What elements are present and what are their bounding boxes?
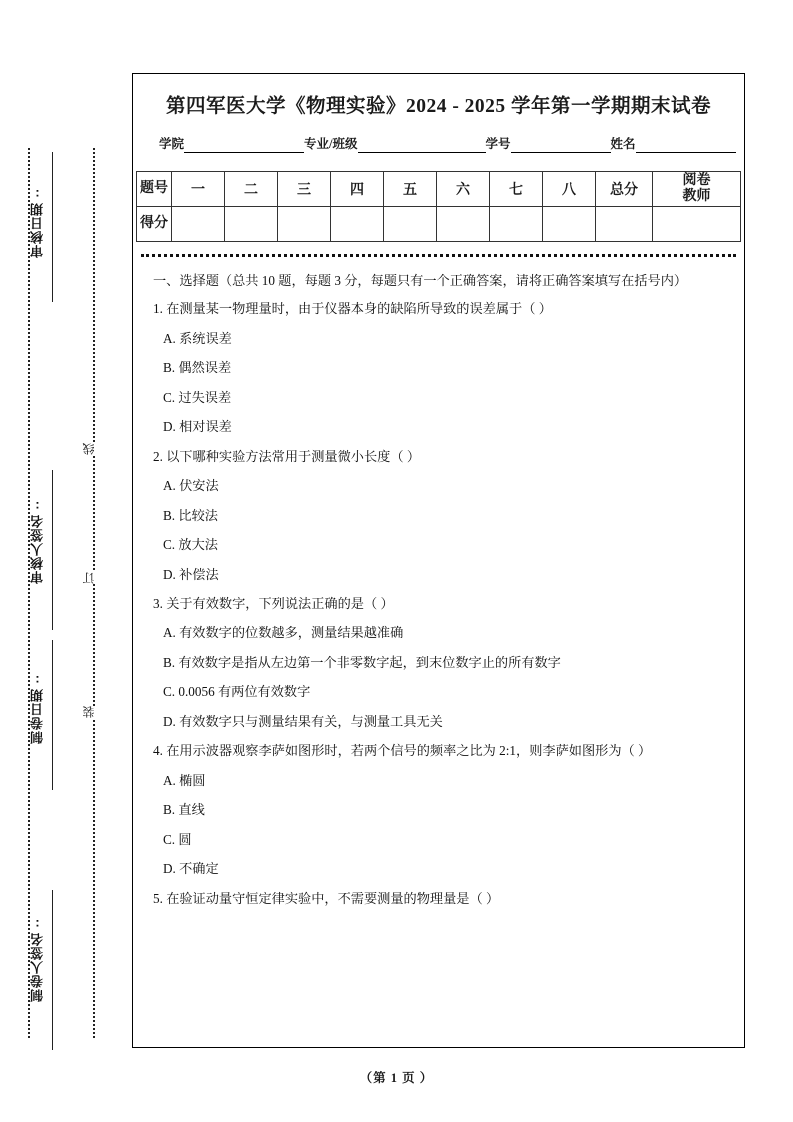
col-header-7: 七 bbox=[490, 172, 543, 207]
score-cell-total[interactable] bbox=[596, 207, 653, 242]
col-header-grader-line2: 教师 bbox=[682, 189, 711, 204]
question-4-number: 4. bbox=[153, 743, 163, 759]
student-info-row bbox=[159, 134, 726, 153]
col-header-4: 四 bbox=[331, 172, 384, 207]
question-1-option-a[interactable] bbox=[163, 329, 724, 349]
question-3-option-b[interactable] bbox=[163, 653, 724, 673]
question-4-option-d-text: 不确定 bbox=[179, 861, 219, 877]
score-cell-4[interactable] bbox=[331, 207, 384, 242]
question-1-stem: 在测量某一物理量时，由于仪器本身的缺陷所导致的误差属于（ ） bbox=[166, 301, 552, 317]
binding-mark-xian: 线 bbox=[80, 443, 108, 455]
question-4-option-d[interactable] bbox=[163, 859, 724, 879]
field-label-student-id: 学号 bbox=[485, 137, 511, 151]
outer-dotted-margin-line bbox=[28, 148, 30, 1038]
question-2-option-a-key: A. bbox=[163, 478, 176, 494]
question-4-option-b[interactable] bbox=[163, 800, 724, 820]
col-header-grader-line1: 阅卷 bbox=[682, 173, 711, 189]
question-4-option-c-key: C. bbox=[163, 831, 176, 847]
question-3-option-a-text: 有效数字的位数越多，测量结果越准确 bbox=[179, 625, 404, 641]
question-5-number: 5. bbox=[153, 890, 163, 906]
question-4-option-c-text: 圆 bbox=[178, 831, 192, 847]
question-2-option-b-text: 比较法 bbox=[178, 507, 218, 523]
question-3-option-c[interactable] bbox=[163, 682, 724, 702]
score-cell-7[interactable] bbox=[490, 207, 543, 242]
question-2-option-c[interactable] bbox=[163, 535, 724, 555]
question-2-stem: 以下哪种实验方法常用于测量微小长度（ ） bbox=[166, 448, 421, 464]
question-2-option-c-key: C. bbox=[163, 537, 176, 553]
maker-date-label: 制卷日期: bbox=[30, 672, 45, 744]
page-title: 第四军医大学《物理实验》2024 - 2025 学年第一学期期末试卷 bbox=[165, 96, 712, 117]
question-3-option-c-text: 0.0056 有两位有效数字 bbox=[178, 684, 311, 700]
score-cell-6[interactable] bbox=[437, 207, 490, 242]
question-4-option-b-key: B. bbox=[163, 802, 176, 818]
col-header-8: 八 bbox=[543, 172, 596, 207]
score-cell-5[interactable] bbox=[384, 207, 437, 242]
question-4-option-a-text: 椭圆 bbox=[179, 772, 206, 788]
question-2-option-b-key: B. bbox=[163, 507, 176, 523]
question-2-number: 2. bbox=[153, 448, 163, 464]
question-2-option-a[interactable] bbox=[163, 476, 724, 496]
score-cell-3[interactable] bbox=[278, 207, 331, 242]
question-4-option-a[interactable] bbox=[163, 771, 724, 791]
section-heading-choice: 一、选择题（总共 10 题，每题 3 分，每题只有一个正确答案，请将正确答案填写在括号内） bbox=[153, 273, 688, 288]
question-1-option-b[interactable] bbox=[163, 358, 724, 378]
question-1-option-c-text: 过失误差 bbox=[178, 389, 232, 405]
question-3-stem: 关于有效数字，下列说法正确的是（ ） bbox=[166, 595, 394, 611]
binding-mark-ding: 订 bbox=[80, 572, 108, 584]
maker-date-rule bbox=[52, 640, 53, 790]
table-row-question-numbers bbox=[137, 172, 741, 207]
review-date-label: 审核日期: bbox=[30, 186, 45, 258]
question-5-stem: 在验证动量守恒定律实验中，不需要测量的物理量是（ ） bbox=[166, 890, 500, 906]
question-1-option-a-text: 系统误差 bbox=[179, 330, 232, 346]
maker-sign-label: 制卷人签名: bbox=[30, 916, 45, 1002]
score-cell-1[interactable] bbox=[172, 207, 225, 242]
question-3-option-a[interactable] bbox=[163, 623, 724, 643]
question-4-option-d-key: D. bbox=[163, 861, 176, 877]
question-3-text bbox=[153, 594, 724, 614]
inner-dotted-binding-line bbox=[93, 148, 95, 1038]
reviewer-sign-label: 审核人签名: bbox=[30, 498, 45, 584]
score-cell-8[interactable] bbox=[543, 207, 596, 242]
col-header-3: 三 bbox=[278, 172, 331, 207]
question-1-number: 1. bbox=[153, 301, 163, 317]
col-header-5: 五 bbox=[384, 172, 437, 207]
question-3-option-d-text: 有效数字只与测量结果有关，与测量工具无关 bbox=[179, 713, 443, 729]
binding-mark-zhuang: 装 bbox=[80, 706, 108, 718]
question-1-option-d[interactable] bbox=[163, 417, 724, 437]
row-header-question-number-char1: 题号 bbox=[140, 181, 168, 197]
question-1-option-d-text: 相对误差 bbox=[179, 419, 232, 435]
question-2-option-c-text: 放大法 bbox=[178, 537, 218, 553]
question-2-text bbox=[153, 447, 724, 467]
question-1-option-c[interactable] bbox=[163, 388, 724, 408]
question-3-number: 3. bbox=[153, 595, 163, 611]
score-cell-2[interactable] bbox=[225, 207, 278, 242]
question-3-option-a-key: A. bbox=[163, 625, 176, 641]
question-1-option-b-key: B. bbox=[163, 360, 176, 376]
question-3-option-c-key: C. bbox=[163, 684, 176, 700]
score-cell-grader[interactable] bbox=[653, 207, 741, 242]
col-header-2: 二 bbox=[225, 172, 278, 207]
question-1-option-c-key: C. bbox=[163, 389, 176, 405]
row-header-score-char1: 得分 bbox=[140, 216, 168, 232]
question-2-option-a-text: 伏安法 bbox=[179, 478, 219, 494]
question-4-stem: 在用示波器观察李萨如图形时，若两个信号的频率之比为 2:1，则李萨如图形为（ ） bbox=[166, 743, 652, 759]
question-2-option-d-key: D. bbox=[163, 566, 176, 582]
question-2-option-b[interactable] bbox=[163, 506, 724, 526]
question-5-text bbox=[153, 889, 724, 909]
field-label-major-class: 专业/班级 bbox=[304, 137, 358, 151]
question-4-text bbox=[153, 741, 724, 761]
field-input-major-class[interactable] bbox=[358, 139, 486, 153]
row-header-score bbox=[137, 207, 172, 242]
score-table bbox=[136, 171, 741, 242]
page-footer: （第 1 页 ） bbox=[359, 1071, 434, 1085]
row-header-question-number bbox=[137, 172, 172, 207]
question-body bbox=[153, 271, 724, 909]
question-3-option-d-key: D. bbox=[163, 713, 176, 729]
field-label-name: 姓名 bbox=[610, 137, 636, 151]
field-label-college: 学院 bbox=[159, 137, 185, 151]
reviewer-sign-rule bbox=[52, 470, 53, 630]
question-4-option-c[interactable] bbox=[163, 830, 724, 850]
question-3-option-d[interactable] bbox=[163, 712, 724, 732]
question-2-option-d[interactable] bbox=[163, 565, 724, 585]
question-4-option-a-key: A. bbox=[163, 772, 176, 788]
col-header-1: 一 bbox=[172, 172, 225, 207]
field-input-name[interactable] bbox=[636, 139, 736, 153]
question-4-option-b-text: 直线 bbox=[178, 802, 205, 818]
question-3-option-b-key: B. bbox=[163, 654, 176, 670]
question-2-option-d-text: 补偿法 bbox=[179, 566, 219, 582]
exam-paper-frame bbox=[132, 73, 745, 1048]
question-1-option-b-text: 偶然误差 bbox=[178, 360, 232, 376]
question-3-option-b-text: 有效数字是指从左边第一个非零数字起，到末位数字止的所有数字 bbox=[178, 654, 561, 670]
maker-sign-rule bbox=[52, 890, 53, 1050]
table-row-scores bbox=[137, 207, 741, 242]
field-input-college[interactable] bbox=[184, 139, 304, 153]
section-divider-dotted bbox=[141, 254, 736, 257]
review-date-rule bbox=[52, 152, 53, 302]
question-1-option-a-key: A. bbox=[163, 330, 176, 346]
question-1-option-d-key: D. bbox=[163, 419, 176, 435]
field-input-student-id[interactable] bbox=[511, 139, 611, 153]
question-1-text bbox=[153, 299, 724, 319]
col-header-grader bbox=[653, 172, 741, 207]
col-header-6: 六 bbox=[437, 172, 490, 207]
col-header-total: 总分 bbox=[596, 172, 653, 207]
